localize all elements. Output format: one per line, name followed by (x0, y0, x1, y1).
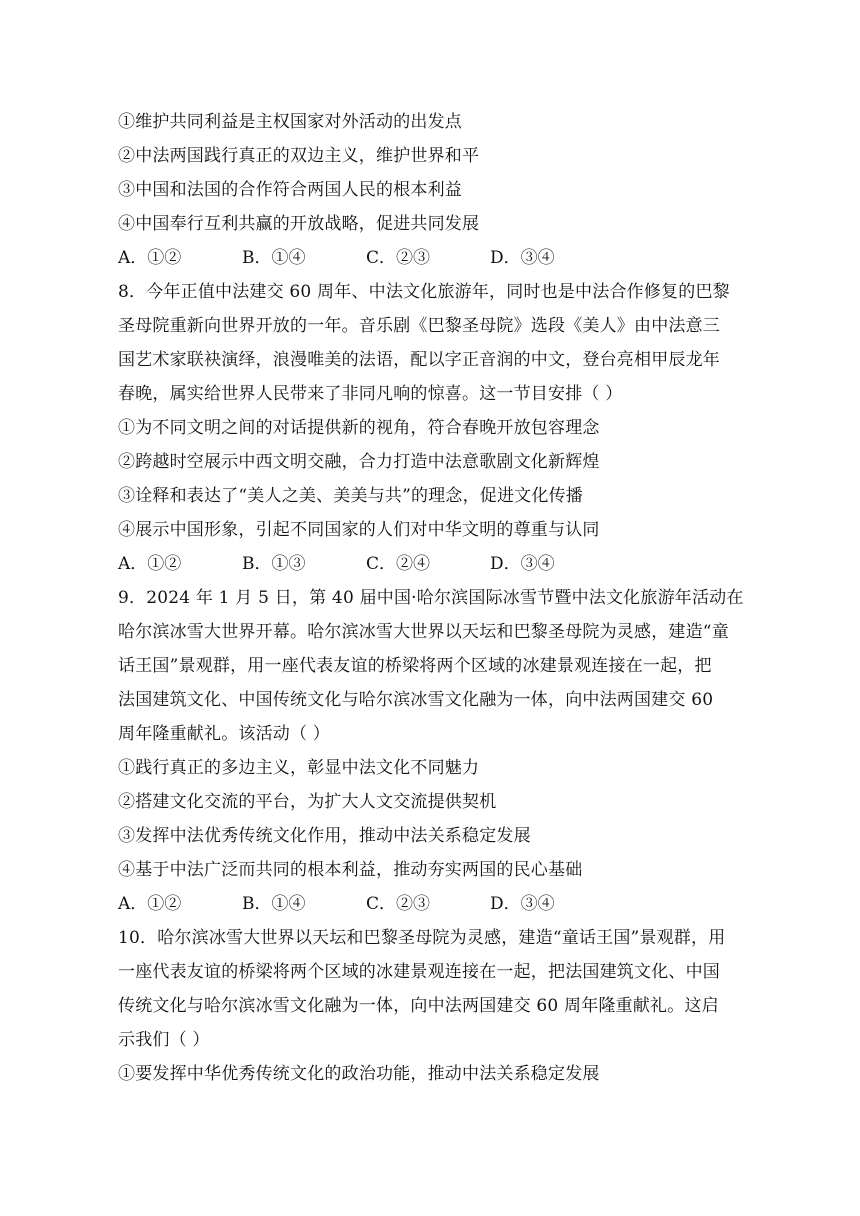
q8-options (118, 547, 738, 581)
q7-option-b: B．①④ (242, 248, 306, 268)
q9-stem-line-3: 话王国”景观群，用一座代表友谊的桥梁将两个区域的冰建景观连接在一起，把 (118, 656, 712, 676)
question-9 (118, 581, 744, 921)
q9-statement-1: ①践行真正的多边主义，彰显中法文化不同魅力 (118, 758, 480, 778)
q7-options (118, 241, 738, 275)
q7-option-d: D．③④ (490, 248, 555, 268)
q8-stem-line-4: 春晚，属实给世界人民带来了非同凡响的惊喜。这一节目安排（ ） (118, 384, 623, 404)
q8-statement-2: ②跨越时空展示中西文明交融，合力打造中法意歌剧文化新辉煌 (118, 452, 600, 472)
q9-stem-line-5: 周年隆重献礼。该活动（ ） (118, 724, 331, 744)
q8-option-c: C．②④ (366, 554, 431, 574)
q9-option-b: B．①④ (242, 894, 306, 914)
q7-statement-3: ③中国和法国的合作符合两国人民的根本利益 (118, 180, 462, 200)
q10-stem-line-3: 传统文化与哈尔滨冰雪文化融为一体，向中法两国建交 60 周年隆重献礼。这启 (118, 996, 719, 1016)
q9-stem-line-1: 9．2024 年 1 月 5 日，第 40 届中国·哈尔滨国际冰雪节暨中法文化旅游年活动在 (118, 588, 744, 608)
q7-statement-1: ①维护共同利益是主权国家对外活动的出发点 (118, 112, 462, 132)
q8-statement-3: ③诠释和表达了“美人之美、美美与共”的理念，促进文化传播 (118, 486, 583, 506)
question-content (118, 105, 744, 1091)
q7-statement-2: ②中法两国践行真正的双边主义，维护世界和平 (118, 146, 480, 166)
q8-stem-line-1: 8．今年正值中法建交 60 周年、中法文化旅游年，同时也是中法合作修复的巴黎 (118, 282, 730, 302)
q9-stem-line-4: 法国建筑文化、中国传统文化与哈尔滨冰雪文化融为一体，向中法两国建交 60 (118, 690, 714, 710)
q7-option-a: A．①② (118, 248, 182, 268)
q10-statement-1: ①要发挥中华优秀传统文化的政治功能，推动中法关系稳定发展 (118, 1064, 600, 1084)
q10-stem-line-4: 示我们（ ） (118, 1030, 210, 1050)
q9-option-c: C．②③ (366, 894, 431, 914)
q9-option-a: A．①② (118, 894, 182, 914)
q7-option-c: C．②③ (366, 248, 431, 268)
q9-statement-3: ③发挥中法优秀传统文化作用，推动中法关系稳定发展 (118, 826, 531, 846)
q7-statement-4: ④中国奉行互利共赢的开放战略，促进共同发展 (118, 214, 480, 234)
q8-stem-line-2: 圣母院重新向世界开放的一年。音乐剧《巴黎圣母院》选段《美人》由中法意三 (118, 316, 720, 336)
q9-options (118, 887, 738, 921)
q8-statement-4: ④展示中国形象，引起不同国家的人们对中华文明的尊重与认同 (118, 520, 600, 540)
q8-option-b: B．①③ (242, 554, 306, 574)
q8-option-a: A．①② (118, 554, 182, 574)
q8-statement-1: ①为不同文明之间的对话提供新的视角，符合春晚开放包容理念 (118, 418, 600, 438)
question-8 (118, 275, 738, 581)
q9-option-d: D．③④ (490, 894, 555, 914)
question-10 (118, 921, 738, 1091)
q8-option-d: D．③④ (490, 554, 555, 574)
question-7 (118, 105, 738, 275)
q10-stem-line-1: 10．哈尔滨冰雪大世界以天坛和巴黎圣母院为灵感，建造“童话王国”景观群，用 (118, 928, 726, 948)
q9-statement-4: ④基于中法广泛而共同的根本利益，推动夯实两国的民心基础 (118, 860, 583, 880)
q10-stem-line-2: 一座代表友谊的桥梁将两个区域的冰建景观连接在一起，把法国建筑文化、中国 (118, 962, 720, 982)
q9-statement-2: ②搭建文化交流的平台，为扩大人文交流提供契机 (118, 792, 497, 812)
q8-stem-line-3: 国艺术家联袂演绎，浪漫唯美的法语，配以字正音润的中文，登台亮相甲辰龙年 (118, 350, 720, 370)
q9-stem-line-2: 哈尔滨冰雪大世界开幕。哈尔滨冰雪大世界以天坛和巴黎圣母院为灵感，建造“童 (118, 622, 729, 642)
